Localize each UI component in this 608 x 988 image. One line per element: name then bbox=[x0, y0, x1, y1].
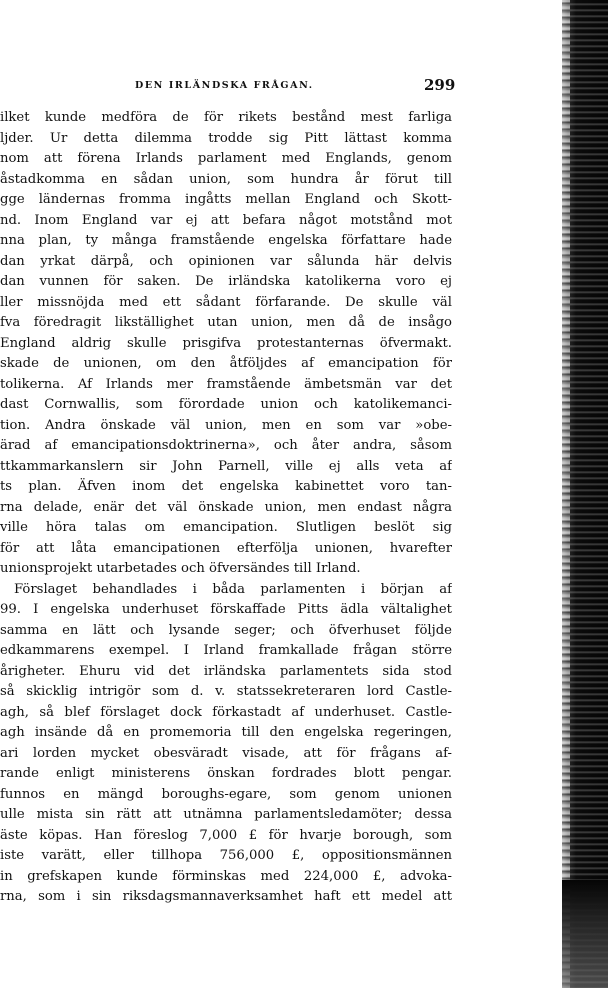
text-line: 99. I engelska underhuset förskaffade Pitts ädla vältalighet bbox=[0, 602, 452, 617]
text-line: ljder. Ur detta dilemma trodde sig Pitt lättast komma bbox=[0, 130, 452, 146]
text-line: gge ländernas fromma ingåtts mellan England och Skott- bbox=[0, 192, 452, 207]
text-line: ville höra talas om emancipation. Slutligen beslöt sig bbox=[0, 520, 452, 535]
text-line: ari lorden mycket obesväradt visade, att för frågans af- bbox=[0, 745, 452, 761]
text-line: tion. Andra önskade väl union, men en som var »obe- bbox=[0, 417, 452, 433]
text-line: in grefskapen kunde förminskas med 224,000 £, advoka- bbox=[0, 868, 452, 884]
text-line: skade de unionen, om den åtföljdes af emancipation för bbox=[0, 356, 452, 371]
text-line: dan vunnen för saken. De irländska katolikerna voro ej bbox=[0, 274, 452, 289]
text-line: nna plan, ty många framstående engelska författare hade bbox=[0, 233, 452, 248]
text-line: agh, så blef förslaget dock förkastadt af underhuset. Castle- bbox=[0, 704, 452, 720]
text-line: ller missnöjda med ett sådant förfarande. De skulle väl bbox=[0, 294, 452, 310]
text-line: ttkammarkanslern sir John Parnell, ville ej alls veta af bbox=[0, 458, 452, 474]
text-line: funnos en mängd boroughs-egare, som genom unionen bbox=[0, 786, 452, 802]
text-line: ts plan. Äfven inom det engelska kabinettet voro tan- bbox=[0, 479, 452, 494]
text-line: åstadkomma en sådan union, som hundra år förut till bbox=[0, 171, 452, 187]
running-title: DEN IRLÄNDSKA FRÅGAN. bbox=[135, 80, 314, 91]
text-line: ulle mista sin rätt att utnämna parlamentsledamöter; dessa bbox=[0, 807, 452, 822]
book-spine-edge bbox=[562, 0, 608, 988]
text-line: rande enligt ministerens önskan fordrades blott pengar. bbox=[0, 766, 452, 781]
text-line: unionsprojekt utarbetades och öfversändes till Irland. bbox=[0, 561, 361, 576]
text-line: ilket kunde medföra de för rikets bestånd mest farliga bbox=[0, 110, 452, 125]
text-line: så skicklig intrigör som d. v. statssekreteraren lord Castle- bbox=[0, 684, 452, 699]
text-line: rna, som i sin riksdagsmannaverksamhet haft ett medel att bbox=[0, 889, 452, 904]
text-line: samma en lätt och lysande seger; och öfverhuset följde bbox=[0, 622, 452, 638]
text-line: för att låta emancipationen efterfölja unionen, hvarefter bbox=[0, 540, 452, 556]
text-line: agh insände då en promemoria till den engelska regeringen, bbox=[0, 725, 452, 740]
text-line: ärad af emancipationsdoktrinerna», och åter andra, såsom bbox=[0, 438, 452, 453]
text-line: edkammarens exempel. I Irland framkallade frågan större bbox=[0, 643, 452, 658]
text-line: fva föredragit likställighet utan union, men då de insågo bbox=[0, 315, 452, 330]
body-text bbox=[0, 108, 452, 908]
text-line: tolikerna. Af Irlands mer framstående ämbetsmän var det bbox=[0, 376, 452, 392]
text-line: dan yrkat därpå, och opinionen var sålunda här delvis bbox=[0, 253, 452, 269]
text-line: äste köpas. Han föreslog 7,000 £ för hvarje borough, som bbox=[0, 827, 452, 843]
text-line: dast Cornwallis, som förordade union och katolikemanci- bbox=[0, 397, 452, 412]
text-line: nd. Inom England var ej att befara något motstånd mot bbox=[0, 212, 452, 228]
text-line: England aldrig skulle prisgifva protestanternas öfvermakt. bbox=[0, 335, 452, 351]
text-line: Förslaget behandlades i båda parlamenten i början af bbox=[14, 581, 452, 597]
text-line: rna delade, enär det väl önskade union, men endast några bbox=[0, 499, 452, 515]
page-number: 299 bbox=[424, 76, 456, 94]
text-line: nom att förena Irlands parlament med Englands, genom bbox=[0, 151, 452, 166]
page-header bbox=[0, 78, 470, 98]
text-line: årigheter. Ehuru vid det irländska parlamentets sida stod bbox=[0, 663, 452, 679]
text-line: iste varätt, eller tillhopa 756,000 £, oppositionsmännen bbox=[0, 848, 452, 863]
